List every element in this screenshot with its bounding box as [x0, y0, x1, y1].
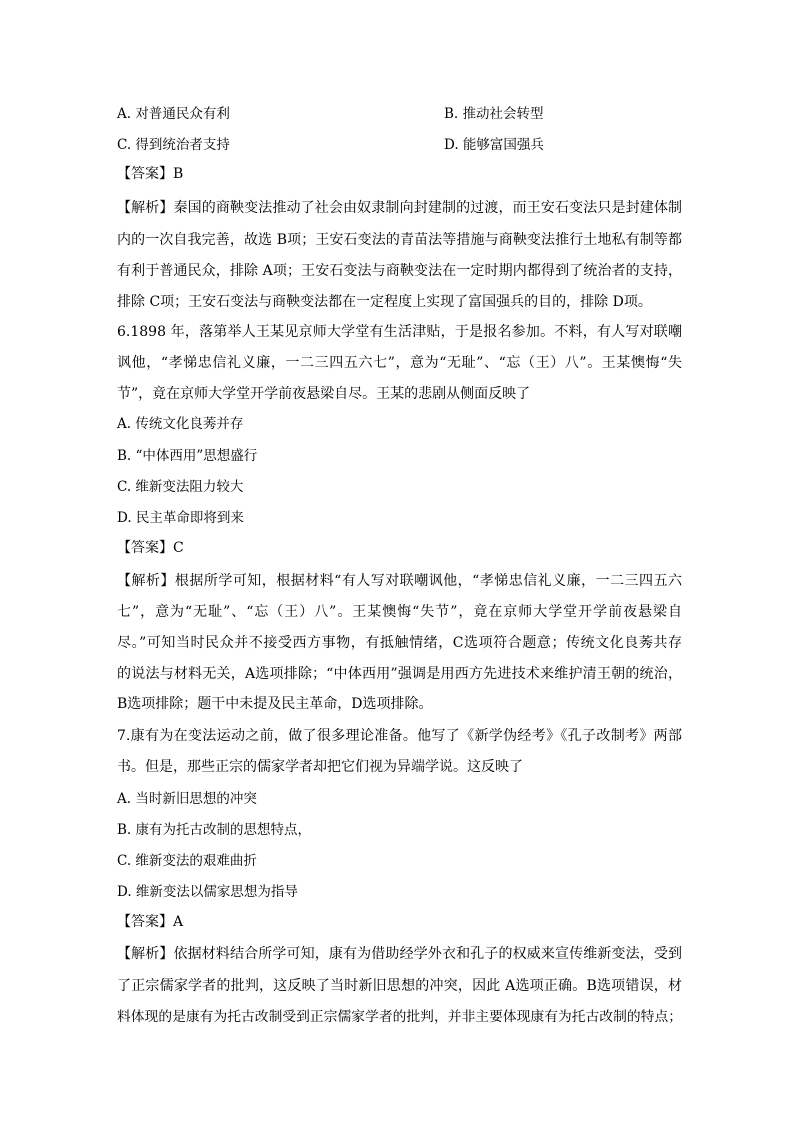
q5-option-c: C. 得到统治者支持 [117, 137, 230, 153]
q7-stem-line: 7.康有为在变法运动之前，做了很多理论准备。他写了《新学伪经考》《孔子改制考》两部 [117, 728, 682, 744]
q7-stem-line: 书。但是，那些正宗的儒家学者却把它们视为异端学说。这反映了 [117, 759, 523, 775]
q7-analysis-line: 料体现的是康有为托古改制受到正宗儒家学者的批判，并非主要体现康有为托古改制的特点； [117, 1009, 682, 1025]
q6-answer: 【答案】C [117, 540, 184, 556]
q6-analysis-line: 七”，意为“无耻”、“忘（王）八”。王某懊悔“失节”，竟在京师大学堂开学前夜悬梁自 [117, 604, 682, 620]
q6-option-b: B. “中体西用”思想盛行 [117, 448, 258, 464]
q6-stem-line: 节”，竟在京师大学堂开学前夜悬梁自尽。王某的悲剧从侧面反映了 [117, 386, 531, 402]
q6-option-c: C. 维新变法阻力较大 [117, 479, 244, 495]
q7-option-d: D. 维新变法以儒家思想为指导 [117, 884, 298, 900]
q5-answer: 【答案】B [117, 166, 184, 182]
q7-answer: 【答案】A [117, 914, 184, 930]
q6-option-a: A. 传统文化良莠并存 [117, 416, 244, 432]
q5-analysis-line: 内的一次自我完善，故选 B项；王安石变法的青苗法等措施与商鞅变法推行土地私有制等都 [117, 232, 682, 248]
q6-analysis-line: 尽。”可知当时民众并不接受西方事物，有抵触情绪，C选项符合题意；传统文化良莠共存 [117, 635, 682, 651]
q7-option-b: B. 康有为托古改制的思想特点， [117, 822, 312, 838]
q6-stem-line: 讽他，“孝悌忠信礼义廉，一二三四五六七”，意为“无耻”、“忘（王）八”。王某懊悔“失 [117, 355, 682, 371]
q5-option-b: B. 推动社会转型 [444, 106, 544, 122]
q7-analysis-line: 【解析】依据材料结合所学可知，康有为借助经学外衣和孔子的权威来宣传维新变法，受到 [117, 946, 682, 962]
q5-option-d: D. 能够富国强兵 [444, 137, 544, 153]
q6-option-d: D. 民主革命即将到来 [117, 510, 244, 526]
q5-option-a: A. 对普通民众有利 [117, 106, 230, 122]
q5-analysis-line: 有利于普通民众，排除 A项；王安石变法与商鞅变法在一定时期内都得到了统治者的支持， [117, 263, 682, 279]
q7-option-a: A. 当时新旧思想的冲突 [117, 791, 257, 807]
q5-analysis-line: 【解析】秦国的商鞅变法推动了社会由奴隶制向封建制的过渡，而王安石变法只是封建体制 [117, 200, 682, 216]
q6-analysis-line: 的说法与材料无关，A选项排除；“中体西用”强调是用西方先进技术来维护清王朝的统治， [117, 666, 682, 682]
q6-stem-line: 6.1898 年，落第举人王某见京师大学堂有生活津贴，于是报名参加。不料，有人写对联嘲 [117, 324, 682, 340]
q6-analysis-line: B选项排除；题干中未提及民主革命，D选项排除。 [117, 696, 433, 712]
q5-analysis-line: 排除 C项；王安石变法与商鞅变法都在一定程度上实现了富国强兵的目的，排除 D项。 [117, 294, 652, 310]
q7-option-c: C. 维新变法的艰难曲折 [117, 853, 257, 869]
q7-analysis-line: 了正宗儒家学者的批判，这反映了当时新旧思想的冲突，因此 A选项正确。B选项错误，材 [117, 978, 682, 994]
q6-analysis-line: 【解析】根据所学可知，根据材料“有人写对联嘲讽他，“孝悌忠信礼义廉，一二三四五六 [117, 573, 682, 589]
